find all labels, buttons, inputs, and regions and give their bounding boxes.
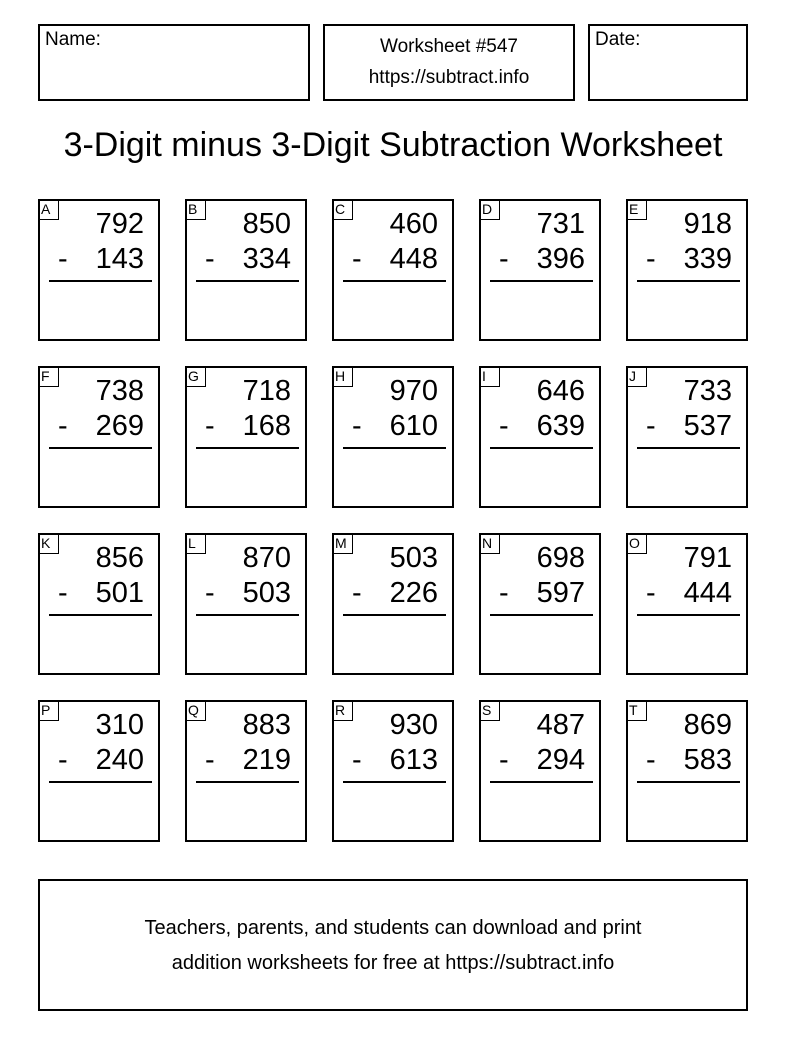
problem-label: O [626, 533, 647, 554]
worksheet-url: https://subtract.info [368, 67, 530, 88]
date-field[interactable] [588, 24, 748, 101]
name-label: Name: [45, 29, 101, 50]
date-label: Date: [595, 29, 641, 50]
problem-label: I [479, 366, 500, 387]
problem-card[interactable] [626, 366, 748, 508]
subtrahend: 448 [389, 243, 438, 275]
minus-sign: - [352, 410, 362, 442]
minus-sign: - [58, 744, 68, 776]
problem-label: M [332, 533, 353, 554]
subtrahend: 143 [95, 243, 144, 275]
subtrahend: 597 [536, 577, 585, 609]
minus-sign: - [205, 577, 215, 609]
problem-label: L [185, 533, 206, 554]
problem-card[interactable] [185, 700, 307, 842]
footer-line-2: addition worksheets for free at https://subtract.info [171, 952, 615, 974]
problem-card[interactable] [479, 700, 601, 842]
answer-line [343, 447, 446, 449]
minus-sign: - [499, 577, 509, 609]
minus-sign: - [58, 410, 68, 442]
answer-line [343, 781, 446, 783]
minuend: 850 [242, 208, 291, 240]
problem-card[interactable] [185, 366, 307, 508]
answer-line [49, 280, 152, 282]
worksheet-info-box [323, 24, 575, 101]
minuend: 970 [389, 375, 438, 407]
answer-line [196, 280, 299, 282]
minuend: 503 [389, 542, 438, 574]
minuend: 731 [536, 208, 585, 240]
subtrahend: 334 [242, 243, 291, 275]
problem-card[interactable] [626, 700, 748, 842]
answer-line [637, 614, 740, 616]
problem-label: Q [185, 700, 206, 721]
minus-sign: - [58, 577, 68, 609]
answer-line [637, 447, 740, 449]
answer-line [490, 280, 593, 282]
subtrahend: 583 [683, 744, 732, 776]
minuend: 856 [95, 542, 144, 574]
minuend: 460 [389, 208, 438, 240]
answer-line [343, 614, 446, 616]
worksheet-number: Worksheet #547 [379, 36, 518, 57]
problem-card[interactable] [332, 533, 454, 675]
problem-card[interactable] [332, 700, 454, 842]
footer-line-1: Teachers, parents, and students can download and print [144, 917, 642, 939]
minuend: 870 [242, 542, 291, 574]
problem-label: A [38, 199, 59, 220]
subtrahend: 396 [536, 243, 585, 275]
problem-label: P [38, 700, 59, 721]
page-title: 3-Digit minus 3-Digit Subtraction Worksheet [63, 126, 723, 164]
answer-line [196, 781, 299, 783]
minus-sign: - [352, 744, 362, 776]
subtrahend: 610 [389, 410, 438, 442]
subtrahend: 294 [536, 744, 585, 776]
problem-card[interactable] [479, 199, 601, 341]
problem-card[interactable] [626, 199, 748, 341]
problem-label: B [185, 199, 206, 220]
answer-line [196, 614, 299, 616]
minuend: 698 [536, 542, 585, 574]
minuend: 718 [242, 375, 291, 407]
subtrahend: 219 [242, 744, 291, 776]
problem-card[interactable] [185, 533, 307, 675]
subtrahend: 240 [95, 744, 144, 776]
problem-card[interactable] [38, 366, 160, 508]
subtrahend: 613 [389, 744, 438, 776]
minuend: 733 [683, 375, 732, 407]
problem-label: K [38, 533, 59, 554]
problem-card[interactable] [479, 366, 601, 508]
problem-label: N [479, 533, 500, 554]
minuend: 738 [95, 375, 144, 407]
answer-line [49, 781, 152, 783]
answer-line [490, 781, 593, 783]
subtrahend: 339 [683, 243, 732, 275]
problem-card[interactable] [332, 199, 454, 341]
minus-sign: - [499, 410, 509, 442]
problem-card[interactable] [185, 199, 307, 341]
answer-line [637, 781, 740, 783]
minus-sign: - [646, 243, 656, 275]
minus-sign: - [352, 577, 362, 609]
subtrahend: 537 [683, 410, 732, 442]
minus-sign: - [58, 243, 68, 275]
problem-label: T [626, 700, 647, 721]
answer-line [490, 614, 593, 616]
subtrahend: 501 [95, 577, 144, 609]
minuend: 646 [536, 375, 585, 407]
problem-label: G [185, 366, 206, 387]
minus-sign: - [646, 744, 656, 776]
problem-label: S [479, 700, 500, 721]
problem-label: F [38, 366, 59, 387]
minus-sign: - [499, 243, 509, 275]
problem-label: D [479, 199, 500, 220]
minus-sign: - [646, 410, 656, 442]
minus-sign: - [499, 744, 509, 776]
subtrahend: 168 [242, 410, 291, 442]
problem-label: H [332, 366, 353, 387]
minuend: 310 [95, 709, 144, 741]
subtrahend: 269 [95, 410, 144, 442]
subtrahend: 444 [683, 577, 732, 609]
problem-label: J [626, 366, 647, 387]
minuend: 918 [683, 208, 732, 240]
problem-label: E [626, 199, 647, 220]
minus-sign: - [646, 577, 656, 609]
answer-line [49, 614, 152, 616]
problem-card[interactable] [332, 366, 454, 508]
problem-label: C [332, 199, 353, 220]
minus-sign: - [205, 744, 215, 776]
subtrahend: 639 [536, 410, 585, 442]
answer-line [637, 280, 740, 282]
subtrahend: 226 [389, 577, 438, 609]
footer-box [38, 879, 748, 1011]
minus-sign: - [205, 243, 215, 275]
minus-sign: - [205, 410, 215, 442]
answer-line [343, 280, 446, 282]
problem-card[interactable] [38, 700, 160, 842]
minuend: 487 [536, 709, 585, 741]
problem-card[interactable] [38, 533, 160, 675]
subtrahend: 503 [242, 577, 291, 609]
problem-card[interactable] [479, 533, 601, 675]
answer-line [490, 447, 593, 449]
answer-line [196, 447, 299, 449]
minuend: 930 [389, 709, 438, 741]
problem-card[interactable] [38, 199, 160, 341]
minuend: 883 [242, 709, 291, 741]
answer-line [49, 447, 152, 449]
minus-sign: - [352, 243, 362, 275]
minuend: 792 [95, 208, 144, 240]
name-field[interactable] [38, 24, 310, 101]
problem-card[interactable] [626, 533, 748, 675]
minuend: 791 [683, 542, 732, 574]
problem-label: R [332, 700, 353, 721]
minuend: 869 [683, 709, 732, 741]
